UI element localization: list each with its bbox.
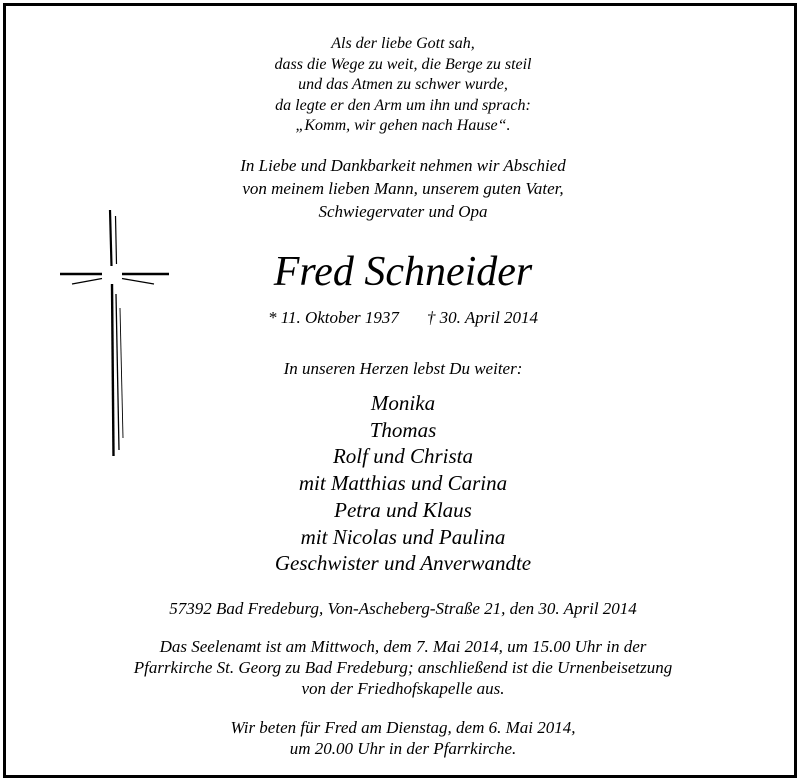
service-line: von der Friedhofskapelle aus.	[301, 679, 505, 698]
poem-line: und das Atmen zu schwer wurde,	[298, 76, 508, 93]
service-line: Pfarrkirche St. Georg zu Bad Fredeburg; anschließend ist die Urnenbeisetzung	[133, 658, 673, 677]
family-member: Petra und Klaus	[334, 497, 472, 522]
family-member: mit Nicolas und Paulina	[300, 524, 506, 549]
intro-line: Schwiegervater und Opa	[318, 202, 488, 221]
poem-line: dass die Wege zu weit, die Berge zu steil	[274, 55, 532, 73]
poem-line: Als der liebe Gott sah,	[331, 35, 475, 52]
death-date: † 30. April 2014	[426, 308, 539, 327]
intro-line: von meinem lieben Mann, unserem guten Vater,	[242, 179, 564, 198]
poem-line: „Komm, wir gehen nach Hause“.	[295, 117, 511, 134]
heart-line: In unseren Herzen lebst Du weiter:	[283, 359, 523, 378]
place-date: 57392 Bad Fredeburg, Von-Ascheberg-Straße 21, den 30. April 2014	[169, 599, 637, 618]
service-info	[6, 636, 800, 699]
family-member: mit Matthias und Carina	[298, 471, 508, 496]
life-dates	[6, 307, 800, 329]
service-line: Das Seelenamt ist am Mittwoch, dem 7. Mai 2014, um 15.00 Uhr in der	[159, 637, 647, 656]
poem	[6, 34, 800, 137]
family-member: Rolf und Christa	[332, 444, 474, 469]
birth-date: * 11. Oktober 1937	[267, 308, 399, 327]
prayer-line: um 20.00 Uhr in der Pfarrkirche.	[289, 739, 517, 758]
prayer-info	[6, 717, 800, 759]
deceased-name: Fred Schneider	[273, 249, 533, 295]
family-member: Thomas	[369, 417, 437, 442]
poem-line: da legte er den Arm um ihn und sprach:	[275, 96, 531, 114]
family-member: Geschwister und Anverwandte	[274, 551, 532, 576]
family-list	[6, 390, 800, 577]
intro-line: In Liebe und Dankbarkeit nehmen wir Abschied	[240, 156, 566, 175]
obituary-notice	[3, 3, 797, 778]
family-member: Monika	[370, 391, 436, 415]
prayer-line: Wir beten für Fred am Dienstag, dem 6. Mai 2014,	[230, 718, 576, 737]
